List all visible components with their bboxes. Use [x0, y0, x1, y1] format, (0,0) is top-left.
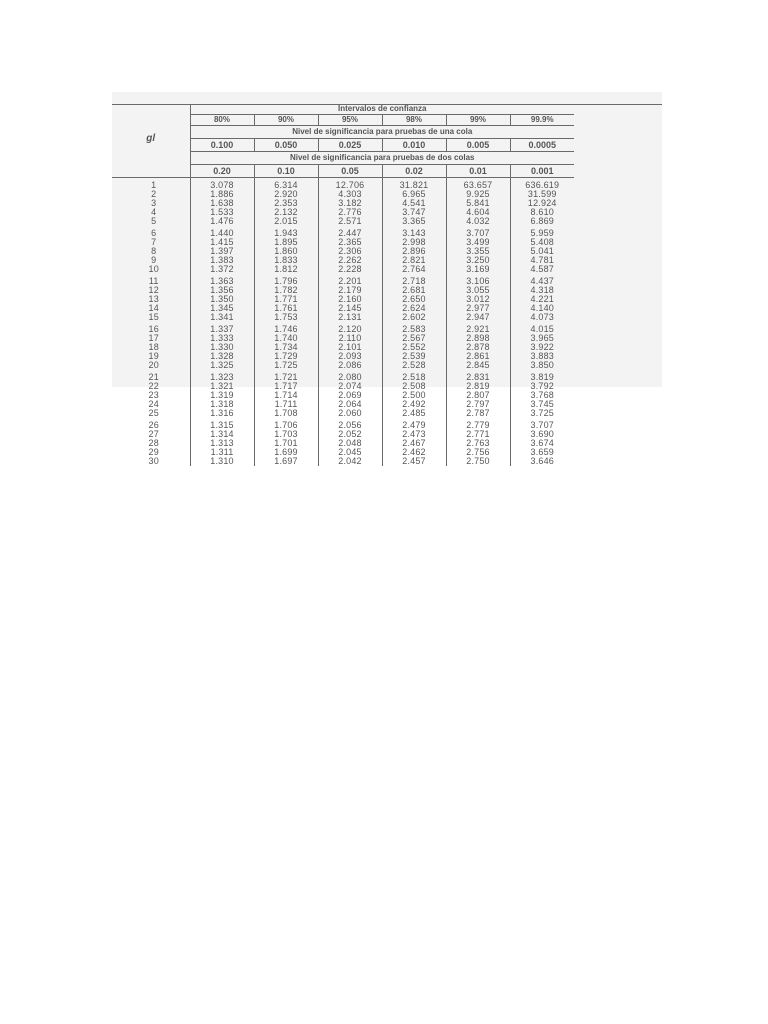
- value-cell: 1.383: [190, 256, 254, 265]
- value-cell: 1.714: [254, 391, 318, 400]
- value-cell: 2.467: [382, 439, 446, 448]
- value-cell: 3.674: [510, 439, 574, 448]
- df-cell: 21: [148, 372, 159, 382]
- value-cell: 3.768: [510, 391, 574, 400]
- value-cell: 31.599: [510, 190, 574, 199]
- value-cell: 1.333: [190, 334, 254, 343]
- df-cell: 8: [151, 246, 157, 256]
- value-cell: 1.323: [190, 373, 254, 382]
- df-cell: 13: [148, 294, 159, 304]
- value-cell: 3.078: [190, 181, 254, 190]
- value-cell: 2.485: [382, 409, 446, 418]
- corner-cell: [112, 165, 190, 178]
- value-cell: 3.182: [318, 199, 382, 208]
- value-cell: 1.746: [254, 325, 318, 334]
- value-cell: 2.060: [318, 409, 382, 418]
- df-cell: 23: [148, 390, 159, 400]
- value-cell: 2.479: [382, 421, 446, 430]
- value-cell: 4.140: [510, 304, 574, 313]
- df-cell: 27: [148, 429, 159, 439]
- value-cell: 2.508: [382, 382, 446, 391]
- confidence-title-row: [112, 104, 574, 115]
- value-cell: 1.701: [254, 439, 318, 448]
- value-cell: 1.341: [190, 313, 254, 322]
- value-cell: 3.690: [510, 430, 574, 439]
- value-cell: 2.898: [446, 334, 510, 343]
- value-cell: 1.729: [254, 352, 318, 361]
- two-tail-levels-row: [112, 165, 574, 178]
- value-cell: 1.734: [254, 343, 318, 352]
- df-cell: 6: [151, 228, 157, 238]
- value-cell: 12.924: [510, 199, 574, 208]
- level-cell: 0.05: [318, 165, 382, 178]
- value-cell: 4.318: [510, 286, 574, 295]
- value-cell: 2.771: [446, 430, 510, 439]
- table-row: [112, 457, 574, 466]
- value-cell: 2.132: [254, 208, 318, 217]
- value-cell: 2.821: [382, 256, 446, 265]
- df-cell: 29: [148, 447, 159, 457]
- value-cell: 2.086: [318, 361, 382, 370]
- df-cell: 7: [151, 237, 157, 247]
- value-cell: 2.583: [382, 325, 446, 334]
- value-cell: 4.221: [510, 295, 574, 304]
- value-cell: 1.345: [190, 304, 254, 313]
- value-cell: 2.797: [446, 400, 510, 409]
- value-cell: 1.315: [190, 421, 254, 430]
- value-cell: 2.179: [318, 286, 382, 295]
- level-cell: 0.0005: [510, 139, 574, 152]
- value-cell: 4.437: [510, 277, 574, 286]
- value-cell: 2.518: [382, 373, 446, 382]
- value-cell: 2.920: [254, 190, 318, 199]
- one-tail-title: Nivel de significancia para pruebas de una cola: [190, 126, 574, 139]
- value-cell: 1.796: [254, 277, 318, 286]
- value-cell: 3.169: [446, 265, 510, 274]
- value-cell: 1.721: [254, 373, 318, 382]
- value-cell: 1.753: [254, 313, 318, 322]
- value-cell: 9.925: [446, 190, 510, 199]
- value-cell: 1.533: [190, 208, 254, 217]
- df-cell: 10: [148, 264, 159, 274]
- value-cell: 3.659: [510, 448, 574, 457]
- value-cell: 5.408: [510, 238, 574, 247]
- two-tail-title-row: [112, 152, 574, 165]
- table-row: [112, 313, 574, 322]
- value-cell: 1.717: [254, 382, 318, 391]
- value-cell: 4.587: [510, 265, 574, 274]
- value-cell: 3.365: [382, 217, 446, 226]
- value-cell: 2.861: [446, 352, 510, 361]
- level-cell: 99.9%: [510, 115, 574, 126]
- value-cell: 2.201: [318, 277, 382, 286]
- df-cell: 4: [151, 207, 157, 217]
- table-body: [112, 104, 574, 466]
- level-cell: 0.050: [254, 139, 318, 152]
- value-cell: 1.356: [190, 286, 254, 295]
- table-row: [112, 361, 574, 370]
- corner-cell: [112, 115, 190, 126]
- value-cell: 1.318: [190, 400, 254, 409]
- df-cell: 3: [151, 198, 157, 208]
- value-cell: 1.319: [190, 391, 254, 400]
- two-tail-title: Nivel de significancia para pruebas de dos colas: [190, 152, 574, 165]
- value-cell: 2.624: [382, 304, 446, 313]
- value-cell: 1.415: [190, 238, 254, 247]
- value-cell: 2.756: [446, 448, 510, 457]
- value-cell: 6.869: [510, 217, 574, 226]
- value-cell: 4.073: [510, 313, 574, 322]
- value-cell: 3.819: [510, 373, 574, 382]
- df-cell: 5: [151, 216, 157, 226]
- level-cell: 80%: [190, 115, 254, 126]
- value-cell: 2.015: [254, 217, 318, 226]
- value-cell: 2.552: [382, 343, 446, 352]
- value-cell: 1.313: [190, 439, 254, 448]
- value-cell: 2.145: [318, 304, 382, 313]
- value-cell: 4.032: [446, 217, 510, 226]
- value-cell: 3.745: [510, 400, 574, 409]
- value-cell: 3.725: [510, 409, 574, 418]
- value-cell: 1.699: [254, 448, 318, 457]
- value-cell: 2.896: [382, 247, 446, 256]
- value-cell: 4.303: [318, 190, 382, 199]
- level-cell: 99%: [446, 115, 510, 126]
- level-cell: 0.010: [382, 139, 446, 152]
- value-cell: 1.311: [190, 448, 254, 457]
- df-cell: 14: [148, 303, 159, 313]
- value-cell: 4.015: [510, 325, 574, 334]
- value-cell: 3.883: [510, 352, 574, 361]
- value-cell: 2.457: [382, 457, 446, 466]
- value-cell: 2.779: [446, 421, 510, 430]
- value-cell: 1.440: [190, 229, 254, 238]
- value-cell: 2.365: [318, 238, 382, 247]
- value-cell: 3.747: [382, 208, 446, 217]
- value-cell: 1.638: [190, 199, 254, 208]
- corner-cell: [112, 104, 190, 115]
- value-cell: 1.812: [254, 265, 318, 274]
- value-cell: 3.250: [446, 256, 510, 265]
- table-row: [112, 265, 574, 274]
- value-cell: 1.321: [190, 382, 254, 391]
- value-cell: 1.725: [254, 361, 318, 370]
- value-cell: 1.397: [190, 247, 254, 256]
- value-cell: 2.681: [382, 286, 446, 295]
- scanned-table-image: [112, 92, 662, 466]
- value-cell: 1.703: [254, 430, 318, 439]
- df-cell: 26: [148, 420, 159, 430]
- value-cell: 5.841: [446, 199, 510, 208]
- value-cell: 4.781: [510, 256, 574, 265]
- value-cell: 1.706: [254, 421, 318, 430]
- value-cell: 2.093: [318, 352, 382, 361]
- value-cell: 2.052: [318, 430, 382, 439]
- value-cell: 3.355: [446, 247, 510, 256]
- df-cell: 9: [151, 255, 157, 265]
- value-cell: 8.610: [510, 208, 574, 217]
- value-cell: 1.833: [254, 256, 318, 265]
- value-cell: 1.310: [190, 457, 254, 466]
- df-cell: 28: [148, 438, 159, 448]
- value-cell: 6.965: [382, 190, 446, 199]
- value-cell: 2.048: [318, 439, 382, 448]
- value-cell: 3.106: [446, 277, 510, 286]
- df-cell: 11: [148, 276, 159, 286]
- value-cell: 2.120: [318, 325, 382, 334]
- value-cell: 2.763: [446, 439, 510, 448]
- value-cell: 1.328: [190, 352, 254, 361]
- value-cell: 1.943: [254, 229, 318, 238]
- value-cell: 1.337: [190, 325, 254, 334]
- one-tail-title-row: [112, 126, 574, 139]
- value-cell: 2.042: [318, 457, 382, 466]
- value-cell: 2.602: [382, 313, 446, 322]
- value-cell: 2.069: [318, 391, 382, 400]
- value-cell: 2.750: [446, 457, 510, 466]
- df-cell: 30: [148, 456, 159, 466]
- value-cell: 2.650: [382, 295, 446, 304]
- df-cell: 18: [148, 342, 159, 352]
- value-cell: 4.604: [446, 208, 510, 217]
- level-cell: 0.20: [190, 165, 254, 178]
- value-cell: 3.012: [446, 295, 510, 304]
- level-cell: 98%: [382, 115, 446, 126]
- value-cell: 2.353: [254, 199, 318, 208]
- value-cell: 63.657: [446, 181, 510, 190]
- value-cell: 12.706: [318, 181, 382, 190]
- value-cell: 1.372: [190, 265, 254, 274]
- value-cell: 1.708: [254, 409, 318, 418]
- value-cell: 2.807: [446, 391, 510, 400]
- value-cell: 2.718: [382, 277, 446, 286]
- value-cell: 2.998: [382, 238, 446, 247]
- level-cell: 0.01: [446, 165, 510, 178]
- value-cell: 2.831: [446, 373, 510, 382]
- df-cell: 24: [148, 399, 159, 409]
- level-cell: 0.100: [190, 139, 254, 152]
- value-cell: 2.787: [446, 409, 510, 418]
- value-cell: 2.160: [318, 295, 382, 304]
- value-cell: 2.110: [318, 334, 382, 343]
- value-cell: 1.363: [190, 277, 254, 286]
- value-cell: 2.947: [446, 313, 510, 322]
- value-cell: 2.462: [382, 448, 446, 457]
- value-cell: 1.325: [190, 361, 254, 370]
- value-cell: 6.314: [254, 181, 318, 190]
- df-cell: 1: [151, 180, 157, 190]
- value-cell: 3.922: [510, 343, 574, 352]
- value-cell: 3.055: [446, 286, 510, 295]
- table-row: [112, 217, 574, 226]
- value-cell: 2.045: [318, 448, 382, 457]
- value-cell: 2.101: [318, 343, 382, 352]
- value-cell: 3.707: [510, 421, 574, 430]
- value-cell: 1.771: [254, 295, 318, 304]
- value-cell: 2.447: [318, 229, 382, 238]
- value-cell: 1.476: [190, 217, 254, 226]
- level-cell: 0.025: [318, 139, 382, 152]
- value-cell: 2.492: [382, 400, 446, 409]
- df-cell: 22: [148, 381, 159, 391]
- value-cell: 3.965: [510, 334, 574, 343]
- level-cell: 90%: [254, 115, 318, 126]
- value-cell: 1.697: [254, 457, 318, 466]
- value-cell: 1.350: [190, 295, 254, 304]
- df-cell: 20: [148, 360, 159, 370]
- t-distribution-table: [112, 104, 574, 466]
- df-cell: 19: [148, 351, 159, 361]
- value-cell: 1.782: [254, 286, 318, 295]
- value-cell: 2.131: [318, 313, 382, 322]
- level-cell: 0.10: [254, 165, 318, 178]
- value-cell: 2.528: [382, 361, 446, 370]
- df-cell: 25: [148, 408, 159, 418]
- value-cell: 2.262: [318, 256, 382, 265]
- value-cell: 636.619: [510, 181, 574, 190]
- value-cell: 2.539: [382, 352, 446, 361]
- level-cell: 0.005: [446, 139, 510, 152]
- df-cell: 15: [148, 312, 159, 322]
- value-cell: 2.500: [382, 391, 446, 400]
- df-label-cell: [112, 126, 190, 152]
- value-cell: 2.080: [318, 373, 382, 382]
- confidence-title: Intervalos de confianza: [190, 104, 574, 115]
- value-cell: 1.314: [190, 430, 254, 439]
- value-cell: 1.711: [254, 400, 318, 409]
- value-cell: 3.850: [510, 361, 574, 370]
- value-cell: 2.228: [318, 265, 382, 274]
- df-cell: 2: [151, 189, 157, 199]
- value-cell: 2.878: [446, 343, 510, 352]
- value-cell: 1.761: [254, 304, 318, 313]
- value-cell: 2.764: [382, 265, 446, 274]
- df-label: gl: [146, 132, 156, 144]
- value-cell: 2.473: [382, 430, 446, 439]
- df-cell: 12: [148, 285, 159, 295]
- value-cell: 3.143: [382, 229, 446, 238]
- confidence-levels-row: [112, 115, 574, 126]
- value-cell: 2.977: [446, 304, 510, 313]
- value-cell: 2.776: [318, 208, 382, 217]
- df-cell: 17: [148, 333, 159, 343]
- value-cell: 4.541: [382, 199, 446, 208]
- value-cell: 5.959: [510, 229, 574, 238]
- value-cell: 1.860: [254, 247, 318, 256]
- value-cell: 2.074: [318, 382, 382, 391]
- df-cell: 16: [148, 324, 159, 334]
- value-cell: 2.567: [382, 334, 446, 343]
- value-cell: 2.056: [318, 421, 382, 430]
- value-cell: 1.316: [190, 409, 254, 418]
- value-cell: 5.041: [510, 247, 574, 256]
- value-cell: 1.330: [190, 343, 254, 352]
- value-cell: 3.499: [446, 238, 510, 247]
- value-cell: 31.821: [382, 181, 446, 190]
- level-cell: 0.001: [510, 165, 574, 178]
- value-cell: 1.886: [190, 190, 254, 199]
- value-cell: 2.306: [318, 247, 382, 256]
- level-cell: 0.02: [382, 165, 446, 178]
- value-cell: 1.740: [254, 334, 318, 343]
- corner-cell: [112, 152, 190, 165]
- value-cell: 3.792: [510, 382, 574, 391]
- value-cell: 2.819: [446, 382, 510, 391]
- level-cell: 95%: [318, 115, 382, 126]
- value-cell: 2.921: [446, 325, 510, 334]
- value-cell: 3.646: [510, 457, 574, 466]
- value-cell: 1.895: [254, 238, 318, 247]
- table-row: [112, 409, 574, 418]
- value-cell: 2.571: [318, 217, 382, 226]
- value-cell: 2.064: [318, 400, 382, 409]
- value-cell: 3.707: [446, 229, 510, 238]
- value-cell: 2.845: [446, 361, 510, 370]
